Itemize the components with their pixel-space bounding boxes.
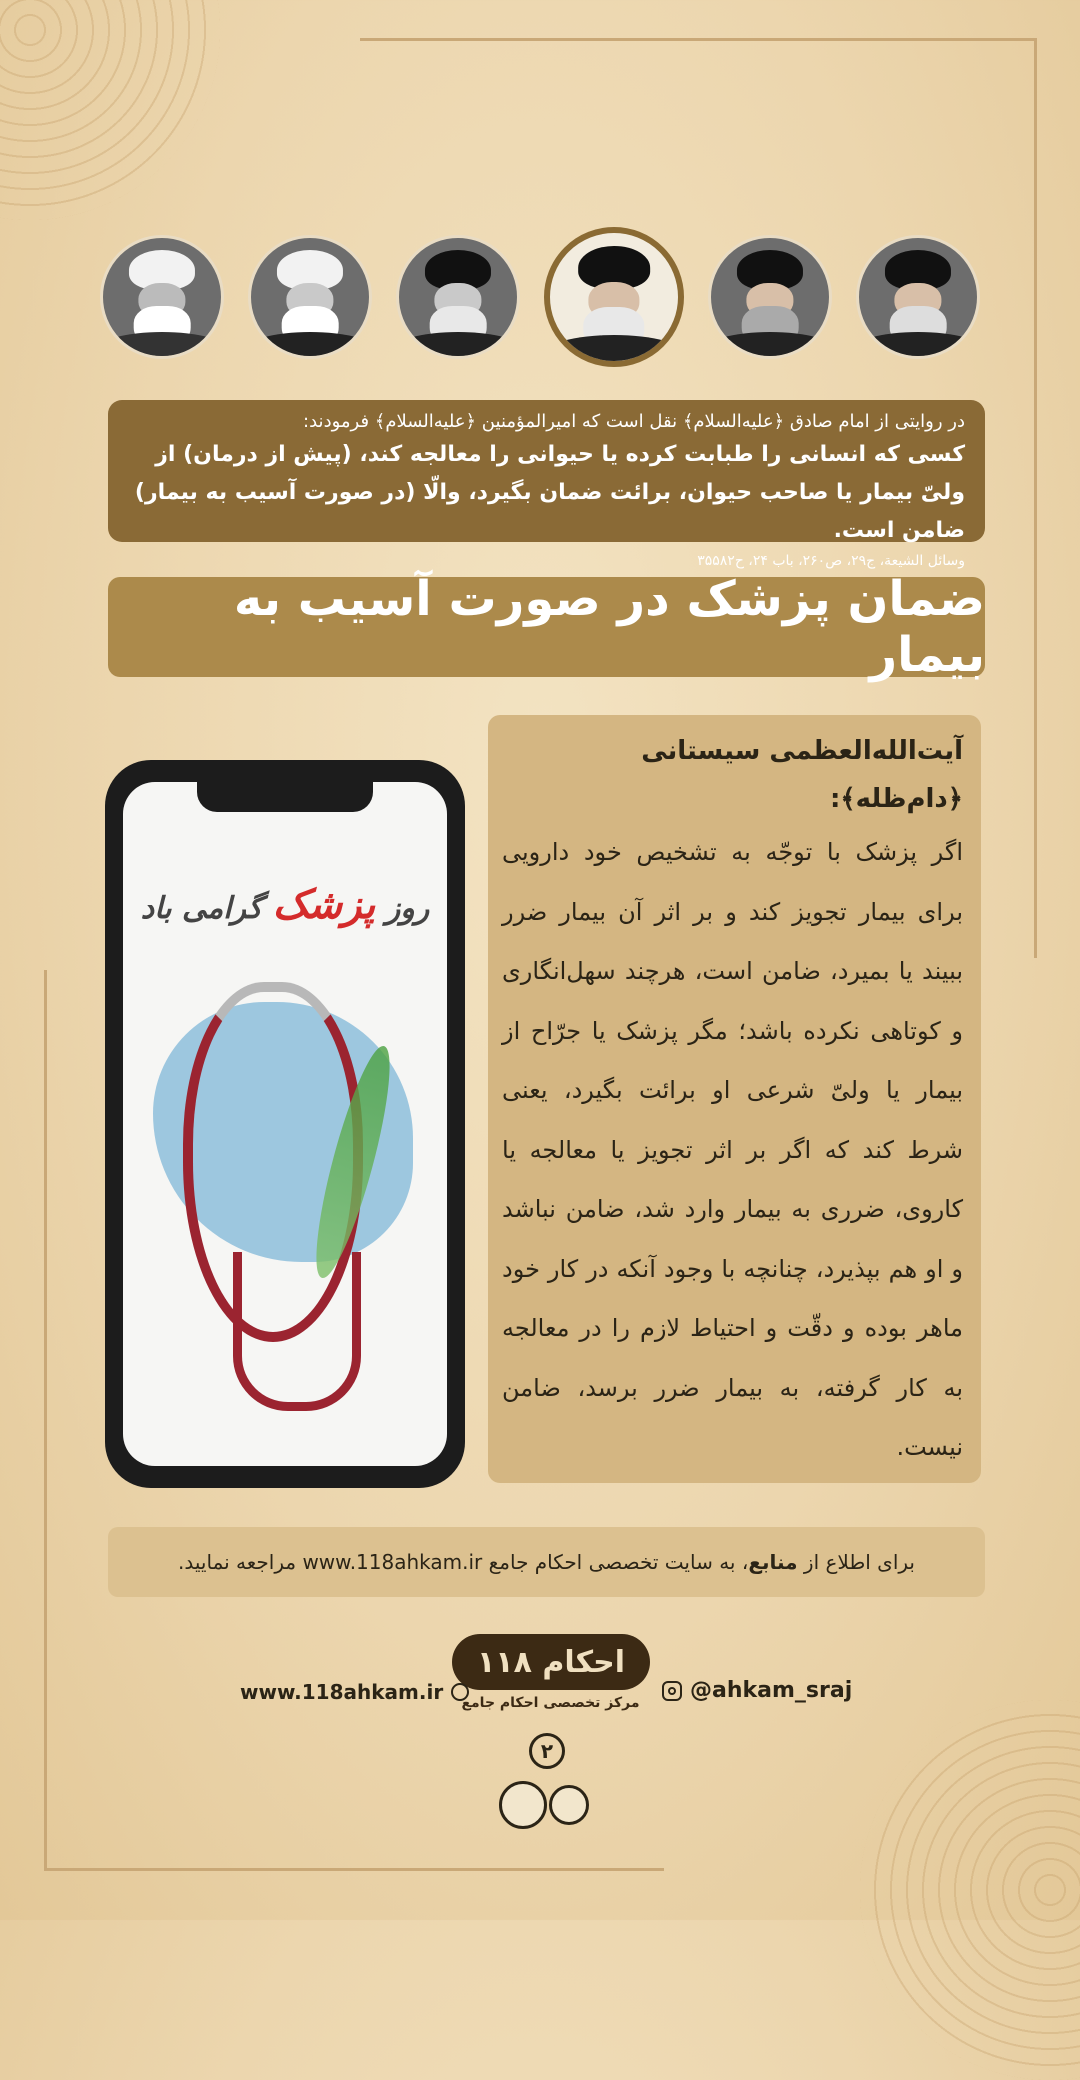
caption-prefix: روز — [385, 891, 430, 926]
ruling-panel — [488, 715, 981, 1483]
ruling-text: اگر پزشک با توجّه به تشخیص خود دارویی برای بیمار تجویز کند و بر اثر آن بیمار ضرر ببیند یا بمیرد، ضامن است، هرچند سهل‌انگاری و کوتاهی نکرده باشد؛ مگر پزشک یا جرّاح از بیمار یا ولیّ شرعی او برائت بگیرد، یعنی شرط کند که اگر بر اثر تجویز یا معالجه یا کاروی، ضرری به بیمار وارد شد، ضامن نباشد و او هم بپذیرد، چنانچه با وجود آنکه در کار خود ماهر بوده و دقّت و احتیاط لازم را در معالجه به کار گرفته، به بیمار ضرر برسد، ضامن نیست. — [502, 838, 963, 1461]
logo-subtitle: مرکز تخصصی احکام جامع — [461, 1695, 640, 1711]
scholar-photo-1[interactable] — [856, 235, 980, 359]
phone-screen — [123, 782, 447, 1466]
pagination-dot-2[interactable] — [549, 1785, 589, 1825]
scholar-photo-4[interactable] — [396, 235, 520, 359]
pagination-dot-1[interactable] — [499, 1781, 547, 1829]
frame-top — [360, 38, 1036, 41]
page-title-text: ضمان پزشک در صورت آسیب به بیمار — [233, 571, 985, 683]
scholar-photo-2[interactable] — [708, 235, 832, 359]
ruling-authority: آیت‌الله‌العظمی سیستانی ﴿دام‌ظله﴾: — [641, 736, 963, 814]
page-number — [529, 1733, 565, 1769]
frame-right — [1034, 38, 1037, 958]
scholar-photo-3-active[interactable] — [544, 227, 684, 367]
ahkam-logo[interactable] — [452, 1634, 650, 1690]
mandala-bottom-right — [860, 1700, 1080, 2080]
doctor-day-caption — [123, 882, 447, 928]
frame-bottom — [44, 1868, 664, 1871]
caption-suffix: گرامی باد — [140, 891, 263, 926]
phone-notch — [197, 778, 373, 812]
scholar-photo-5[interactable] — [248, 235, 372, 359]
frame-left — [44, 970, 47, 1870]
page-number-text: ۲ — [540, 1739, 554, 1763]
website-link[interactable] — [240, 1680, 469, 1704]
website-text: www.118ahkam.ir — [240, 1680, 444, 1704]
page-title — [108, 571, 985, 683]
hadith-reference: وسائل الشیعة، ج۲۹، ص۲۶۰، باب ۲۴، ح۳۵۵۸۲ — [697, 553, 965, 569]
social-handle[interactable] — [662, 1678, 852, 1703]
hadith-text: کسی که انسانی را طبابت کرده یا حیوانی را معالجه کند، (پیش از درمان) از ولیّ بیمار یا صاحب حیوان، برائت ضمان بگیرد، والّا (در صورت آسیب به بیمار) ضامن است. — [134, 442, 965, 543]
hadith-box — [108, 400, 985, 569]
scholars-row — [100, 232, 980, 362]
sources-note-after: ، به سایت تخصصی احکام جامع www.118ahkam.ir مراجعه نمایید. — [178, 1550, 749, 1574]
logo-mark: ۱۱۸ احکام — [477, 1644, 625, 1680]
sources-note — [108, 1527, 985, 1597]
mandala-top-left — [0, 0, 220, 220]
social-handle-text: @ahkam_sraj — [690, 1678, 853, 1703]
hadith-intro: در روایتی از امام صادق ﴿علیه‌السلام﴾ نقل است که امیرالمؤمنین ﴿علیه‌السلام﴾ فرمودند: — [303, 411, 965, 432]
sources-note-before: برای اطلاع از — [803, 1550, 915, 1574]
social-icon — [662, 1681, 682, 1701]
sources-note-bold: منابع — [748, 1550, 798, 1574]
caption-red-word: پزشک — [272, 882, 376, 928]
phone-illustration — [105, 760, 465, 1488]
scholar-photo-6[interactable] — [100, 235, 224, 359]
stethoscope-tube — [233, 1252, 361, 1411]
globe-icon — [451, 1683, 469, 1701]
